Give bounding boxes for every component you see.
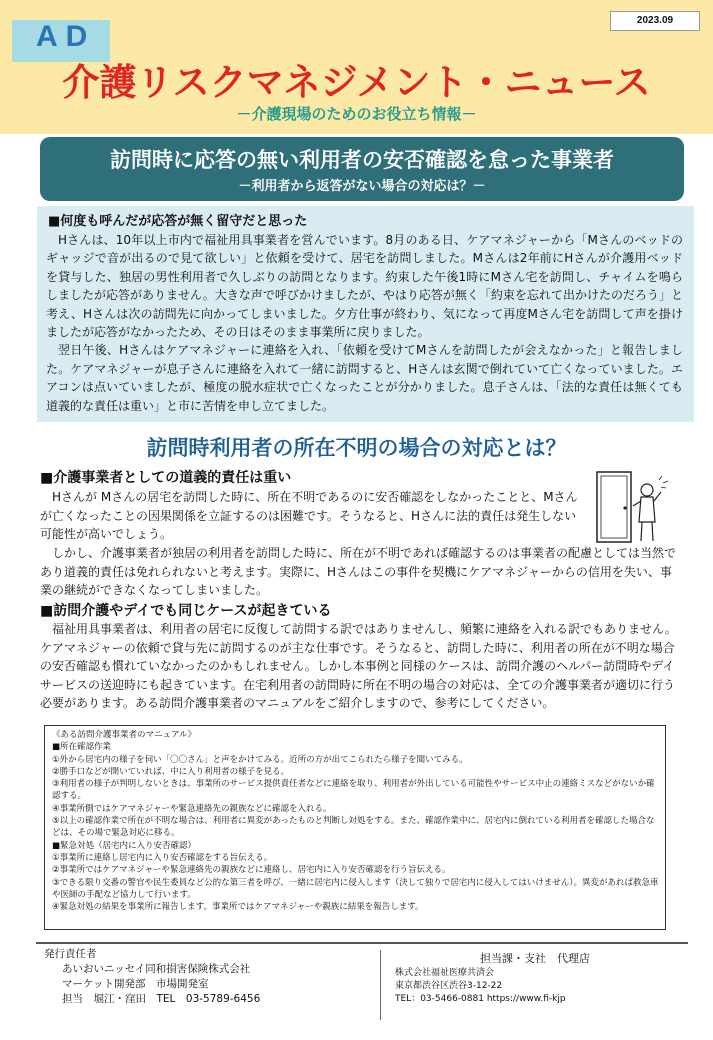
logo: AD (36, 20, 96, 53)
manual-line: 《ある訪問介護事業者のマニュアル》 (52, 730, 197, 740)
publisher-company: あいおいニッセイ同和損害保険株式会社 (62, 963, 251, 975)
publisher-info (44, 947, 260, 1007)
manual-line: ③できる限り交番の警官や民生委員など公的な第三者を呼び、一緒に居宅内に侵入します（決して独りで居宅内に侵入してはいけません）。異変があれば救急車や医師の手配など協力して行います。 (52, 877, 659, 900)
same-case-body (40, 620, 685, 713)
manual-line: ①外から居宅内の様子を伺い「〇〇さん」と声をかけてみる。近所の方が出てこられたら様子を聞いてみる。 (52, 754, 468, 765)
door-visit-illustration (589, 466, 669, 546)
manual-line: ②事業所ではケアマネジャーや緊急連絡先の親族などに連絡し、居宅内に入り安否確認を行う旨伝える。 (52, 865, 451, 876)
manual-line: ④事業所側ではケアマネジャーや緊急連絡先の親族などに確認を入れる。 (52, 803, 332, 814)
agent-info (395, 967, 566, 1006)
footer-divider (380, 950, 381, 1020)
manual-line: ③利用者の様子が判明しないときは、事業所のサービス提供責任者などに連絡を取り、利用者が外出している可能性やサービス中止の連絡ミスなどがないか確認する。 (52, 779, 655, 802)
moral-paragraph: しかし、介護事業者が独居の利用者を訪問した時に、所在が不明であれば確認するのは事業者の配慮としては当然であり道義的責任は免れられないと考えます。実際に、Hさんはこの事件を契機にケアマネジャーからの信用を失い、事業の継続ができなくなってしまいました。 (40, 546, 677, 597)
case-heading: ■何度も呼んだが応答が無く留守だと思った (48, 214, 308, 229)
moral-paragraph: Hさんが Mさんの居宅を訪問した時に、所在不明であるのに安否確認をしなかったことと、Mさんが亡くなったことの因果関係を立証するのは困難です。そうなると、Hさんに法的責任は発生しない可能性が高いでしょう。 (40, 490, 578, 541)
case-body (46, 231, 683, 415)
publisher-contact: 担当 堀江・窪田 TEL 03-5789-6456 (62, 993, 261, 1005)
topic-title: 訪問時に応答の無い利用者の安否確認を怠った事業者 (110, 148, 614, 172)
publisher-label: 発行責任者 (44, 948, 97, 960)
manual-line: ■所在確認作業 (52, 742, 112, 753)
same-case-paragraph: 福祉用具事業者は、利用者の居宅に反復して訪問する訳ではありませんし、頻繁に連絡を入れる訳でもありません。ケアマネジャーの依頼で貸与先に訪問するのが主な仕事です。そうなると、訪問した時に、利用者の所在が不明な場合の安否確認も慣れていなかったのかもしれません。しかし本事例と同様のケースは、訪問介護のヘルパー訪問時やデイサービスの送迎時にも起きています。在宅利用者の訪問時に所在不明の場合の対応は、全ての介護事業者が適切に行う必要があります。ある訪問介護事業者のマニュアルをご紹介しますので、参考にしてください。 (40, 622, 677, 710)
newsletter-subtitle: －介護現場のためのお役立ち情報－ (236, 105, 477, 123)
manual-line: ⑤以上の確認作業で所在が不明な場合は、利用者に異変があったものと判断し対処をする。また、確認作業中に、居宅内に倒れている利用者を確認した場合などは、その場で緊急対応に移る。 (52, 816, 655, 839)
case-paragraph: 翌日午後、Hさんはケアマネジャーに連絡を入れ、「依頼を受けてMさんを訪問したが会えなかった」と報告しました。ケアマネジャーが息子さんに連絡を入れて一緒に訪問すると、Hさんは玄関で倒れていて亡くなっていました。エアコンは点いていましたが、極度の脱水症状で亡くなったことが分かりました。息子さんは、「法的な責任は無くても道義的な責任は重い」と市に苦情を申し立てました。 (46, 343, 683, 413)
agent-tel: TEL：03-5466-0881 https://www.fi-kjp (395, 994, 566, 1004)
manual-line: ④緊急対処の結果を事業所に報告します。事業所ではケアマネジャーや親族に結果を報告します。 (52, 902, 424, 913)
manual-line: ①事業所に連絡し居宅内に入り安否確認をする旨伝える。 (52, 852, 273, 863)
topic-subtitle: －利用者から返答がない場合の対応は？－ (238, 179, 486, 194)
same-case-heading: ■訪問介護やデイでも同じケースが起きている (40, 603, 332, 619)
newsletter-title: 介護リスクマネジメント・ニュース (62, 61, 651, 104)
agent-address: 東京都渋谷区渋谷3-12-22 (395, 981, 503, 991)
case-paragraph: Hさんは、10年以上市内で福祉用具事業者を営んでいます。8月のある日、ケアマネジャーから「Mさんのベッドのギャッジで音が出るので見て欲しい」と依頼を受けて、居宅を訪問しました。Mさんは2年前にHさんが介護用ベッドを貸与した、独居の男性利用者で久しぶりの訪問となります。約束した午後1時にMさん宅を訪問し、チャイムを鳴らしましたが応答がありません。大きな声で呼びかけましたが、やはり応答が無く「約束を忘れて出かけたのだろう」と考え、Hさんは次の訪問先に向かってしまいました。夕方仕事が終わり、気になって再度Mさん宅を訪問して声を掛けましたが応答がなかったため、その日はそのまま事業所に戻りました。 (46, 233, 683, 340)
manual-list (52, 729, 662, 913)
publisher-dept: マーケット開発部 市場開発室 (62, 978, 209, 990)
moral-body-2 (40, 544, 680, 600)
issue-date: 2023.09 (610, 11, 700, 31)
manual-line: ■緊急対処（居宅内に入り安否確認） (52, 840, 197, 851)
agent-label: 担当課・支社 代理店 (480, 952, 590, 965)
moral-heading: ■介護事業者としての道義的責任は重い (40, 470, 292, 486)
manual-line: ②勝手口などが開いていれば、中に入り利用者の様子を見る。 (52, 766, 290, 777)
section-title: 訪問時利用者の所在不明の場合の対応とは？ (146, 436, 567, 460)
moral-body (40, 488, 585, 544)
agent-name: 株式会社福祉医療共済会 (395, 968, 495, 978)
